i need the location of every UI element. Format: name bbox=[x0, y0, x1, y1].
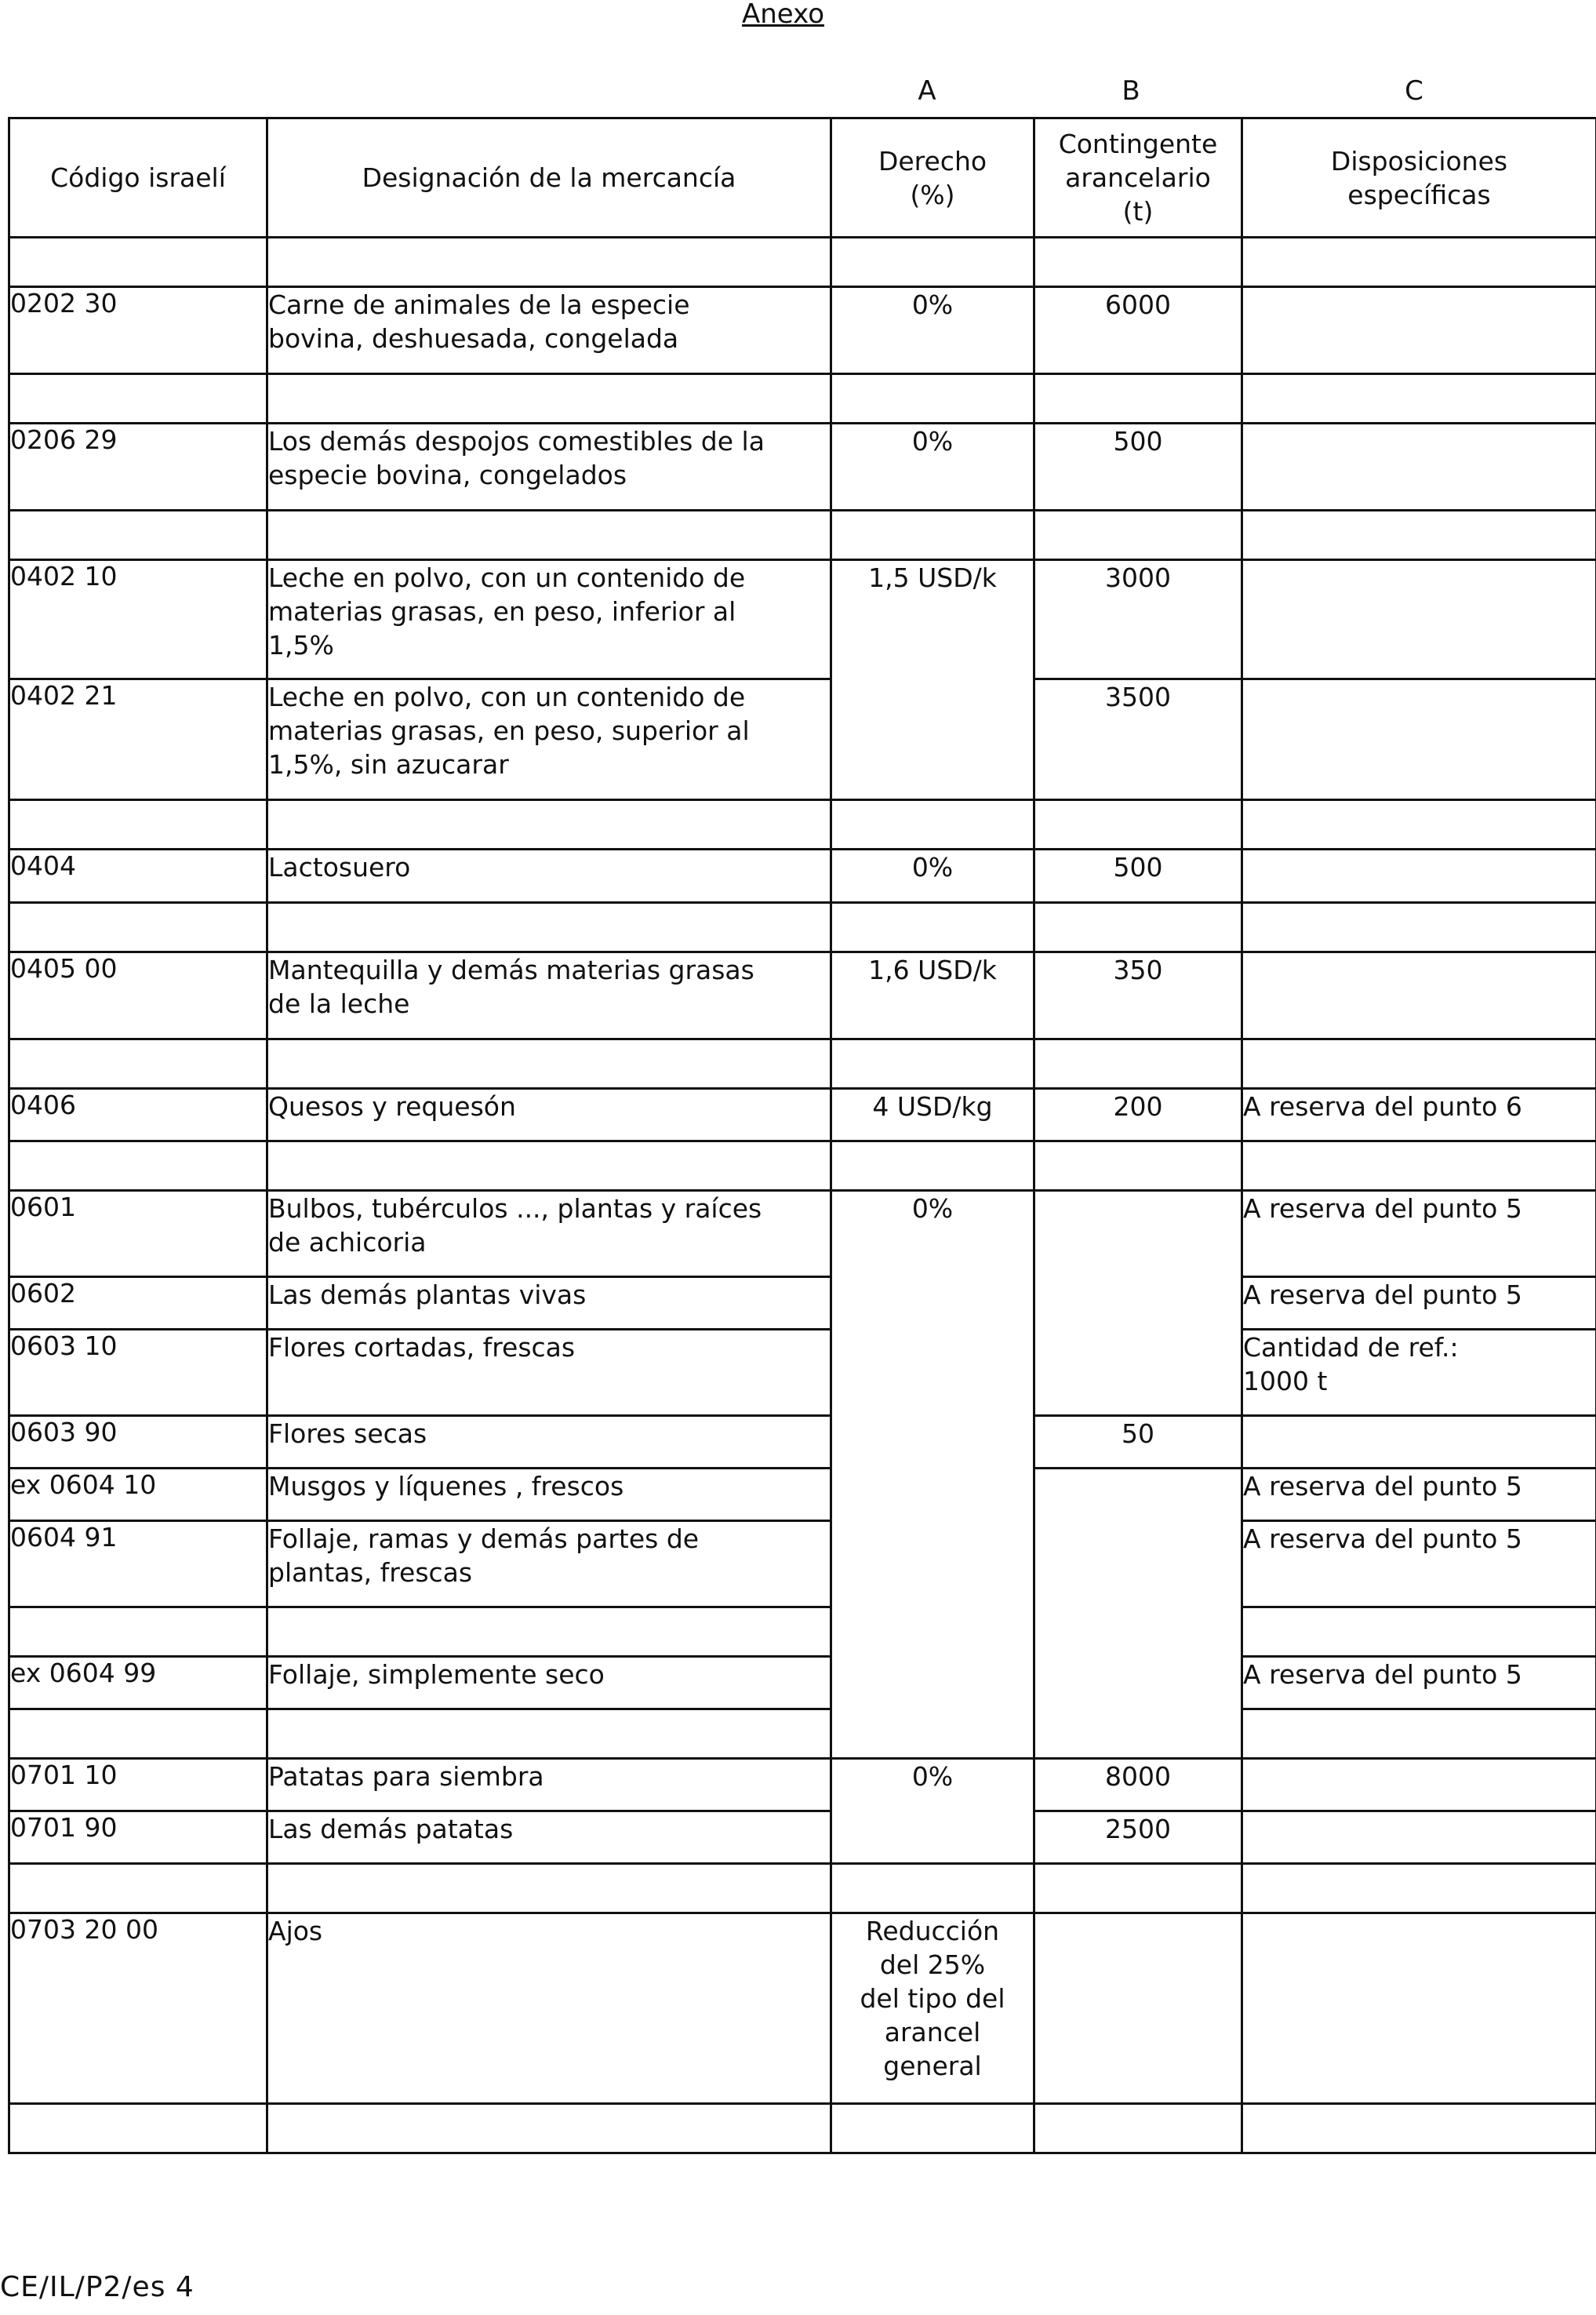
cell-code: 0604 91 bbox=[9, 1521, 267, 1607]
cell-code: 0206 29 bbox=[9, 424, 267, 511]
column-letter-a: A bbox=[918, 75, 936, 107]
table-row bbox=[9, 1416, 1596, 1469]
cell-duty: 0% bbox=[831, 850, 1034, 903]
document-reference: CE/IL/P2/es 4 bbox=[0, 2271, 195, 2303]
cell-code: 0402 10 bbox=[9, 560, 267, 679]
cell-quota: 200 bbox=[1034, 1089, 1242, 1141]
cell-code: 0202 30 bbox=[9, 287, 267, 374]
column-letter-c: C bbox=[1405, 75, 1423, 107]
table-row bbox=[9, 560, 1596, 679]
table-row bbox=[9, 850, 1596, 903]
cell-description: Mantequilla y demás materias grasas de la leche bbox=[267, 952, 831, 1039]
cell-description: Ajos bbox=[267, 1913, 831, 2104]
spacer-row bbox=[9, 238, 1596, 287]
cell-provisions bbox=[1242, 1811, 1596, 1864]
cell-duty: 1,6 USD/k bbox=[831, 952, 1034, 1039]
cell-description: Leche en polvo, con un contenido de materias grasas, en peso, inferior al 1,5% bbox=[267, 560, 831, 679]
spacer-row bbox=[9, 800, 1596, 850]
cell-description: Follaje, simplemente seco bbox=[267, 1657, 831, 1709]
header-quota: Contingente arancelario (t) bbox=[1034, 118, 1242, 238]
cell-provisions: A reserva del punto 5 bbox=[1242, 1521, 1596, 1607]
table-row bbox=[9, 1521, 1596, 1607]
spacer-row bbox=[9, 1607, 1596, 1657]
cell-provisions: Cantidad de ref.: 1000 t bbox=[1242, 1330, 1596, 1416]
cell-code: 0603 90 bbox=[9, 1416, 267, 1469]
table-row bbox=[9, 1759, 1596, 1811]
cell-quota: 8000 bbox=[1034, 1759, 1242, 1811]
table-row bbox=[9, 1913, 1596, 2104]
table-row bbox=[9, 287, 1596, 374]
cell-code: ex 0604 99 bbox=[9, 1657, 267, 1709]
cell-code: ex 0604 10 bbox=[9, 1469, 267, 1521]
cell-quota: 500 bbox=[1034, 424, 1242, 511]
cell-duty: 0% bbox=[831, 1759, 1034, 1864]
cell-quota bbox=[1034, 1913, 1242, 2104]
spacer-row bbox=[9, 374, 1596, 424]
cell-code: 0703 20 00 bbox=[9, 1913, 267, 2104]
cell-provisions: A reserva del punto 5 bbox=[1242, 1191, 1596, 1277]
spacer-row bbox=[9, 1141, 1596, 1191]
tariff-quota-table bbox=[8, 117, 1596, 2154]
cell-code: 0405 00 bbox=[9, 952, 267, 1039]
spacer-row bbox=[9, 1864, 1596, 1913]
cell-quota: 6000 bbox=[1034, 287, 1242, 374]
header-duty: Derecho (%) bbox=[831, 118, 1034, 238]
table-row bbox=[9, 952, 1596, 1039]
cell-provisions bbox=[1242, 679, 1596, 800]
cell-code: 0602 bbox=[9, 1277, 267, 1330]
header-code: Código israelí bbox=[9, 118, 267, 238]
cell-code: 0601 bbox=[9, 1191, 267, 1277]
table-row bbox=[9, 1330, 1596, 1416]
cell-provisions bbox=[1242, 560, 1596, 679]
cell-provisions: A reserva del punto 6 bbox=[1242, 1089, 1596, 1141]
cell-quota bbox=[1034, 1191, 1242, 1416]
table-row bbox=[9, 1089, 1596, 1141]
table-header-row bbox=[9, 118, 1596, 238]
header-provisions: Disposiciones específicas bbox=[1242, 118, 1596, 238]
cell-description: Las demás patatas bbox=[267, 1811, 831, 1864]
cell-description: Musgos y líquenes , frescos bbox=[267, 1469, 831, 1521]
cell-quota: 500 bbox=[1034, 850, 1242, 903]
cell-quota: 3500 bbox=[1034, 679, 1242, 800]
cell-description: Bulbos, tubérculos ..., plantas y raíces de achicoria bbox=[267, 1191, 831, 1277]
header-description: Designación de la mercancía bbox=[267, 118, 831, 238]
cell-provisions bbox=[1242, 1416, 1596, 1469]
table-row bbox=[9, 1811, 1596, 1864]
cell-code: 0701 10 bbox=[9, 1759, 267, 1811]
table-row bbox=[9, 424, 1596, 511]
spacer-row bbox=[9, 511, 1596, 560]
cell-quota: 3000 bbox=[1034, 560, 1242, 679]
cell-provisions bbox=[1242, 1913, 1596, 2104]
cell-code: 0603 10 bbox=[9, 1330, 267, 1416]
cell-description: Lactosuero bbox=[267, 850, 831, 903]
cell-description: Las demás plantas vivas bbox=[267, 1277, 831, 1330]
cell-duty: 4 USD/kg bbox=[831, 1089, 1034, 1141]
cell-provisions bbox=[1242, 287, 1596, 374]
cell-quota: 350 bbox=[1034, 952, 1242, 1039]
cell-duty: 1,5 USD/k bbox=[831, 560, 1034, 800]
cell-code: 0701 90 bbox=[9, 1811, 267, 1864]
annex-title: Anexo bbox=[742, 0, 825, 30]
table-row bbox=[9, 1657, 1596, 1709]
spacer-row bbox=[9, 1709, 1596, 1759]
cell-code: 0404 bbox=[9, 850, 267, 903]
cell-provisions bbox=[1242, 424, 1596, 511]
cell-provisions bbox=[1242, 850, 1596, 903]
cell-description: Follaje, ramas y demás partes de plantas, frescas bbox=[267, 1521, 831, 1607]
cell-code: 0406 bbox=[9, 1089, 267, 1141]
cell-description: Leche en polvo, con un contenido de materias grasas, en peso, superior al 1,5%, sin azucarar bbox=[267, 679, 831, 800]
cell-duty: 0% bbox=[831, 1191, 1034, 1759]
cell-duty: Reducción del 25% del tipo del arancel general bbox=[831, 1913, 1034, 2104]
table-row bbox=[9, 1277, 1596, 1330]
spacer-row bbox=[9, 2104, 1596, 2153]
cell-quota: 2500 bbox=[1034, 1811, 1242, 1864]
cell-description: Patatas para siembra bbox=[267, 1759, 831, 1811]
cell-provisions bbox=[1242, 952, 1596, 1039]
cell-duty: 0% bbox=[831, 287, 1034, 374]
cell-description: Flores cortadas, frescas bbox=[267, 1330, 831, 1416]
cell-quota bbox=[1034, 1469, 1242, 1759]
cell-provisions: A reserva del punto 5 bbox=[1242, 1277, 1596, 1330]
table-row bbox=[9, 679, 1596, 800]
cell-duty: 0% bbox=[831, 424, 1034, 511]
spacer-row bbox=[9, 1039, 1596, 1089]
cell-description: Carne de animales de la especie bovina, deshuesada, congelada bbox=[267, 287, 831, 374]
cell-description: Quesos y requesón bbox=[267, 1089, 831, 1141]
cell-provisions: A reserva del punto 5 bbox=[1242, 1657, 1596, 1709]
table-row bbox=[9, 1469, 1596, 1521]
column-letter-b: B bbox=[1122, 75, 1140, 107]
cell-provisions: A reserva del punto 5 bbox=[1242, 1469, 1596, 1521]
cell-description: Flores secas bbox=[267, 1416, 831, 1469]
cell-description: Los demás despojos comestibles de la especie bovina, congelados bbox=[267, 424, 831, 511]
cell-provisions bbox=[1242, 1759, 1596, 1811]
cell-code: 0402 21 bbox=[9, 679, 267, 800]
spacer-row bbox=[9, 903, 1596, 952]
cell-quota: 50 bbox=[1034, 1416, 1242, 1469]
table-row bbox=[9, 1191, 1596, 1277]
